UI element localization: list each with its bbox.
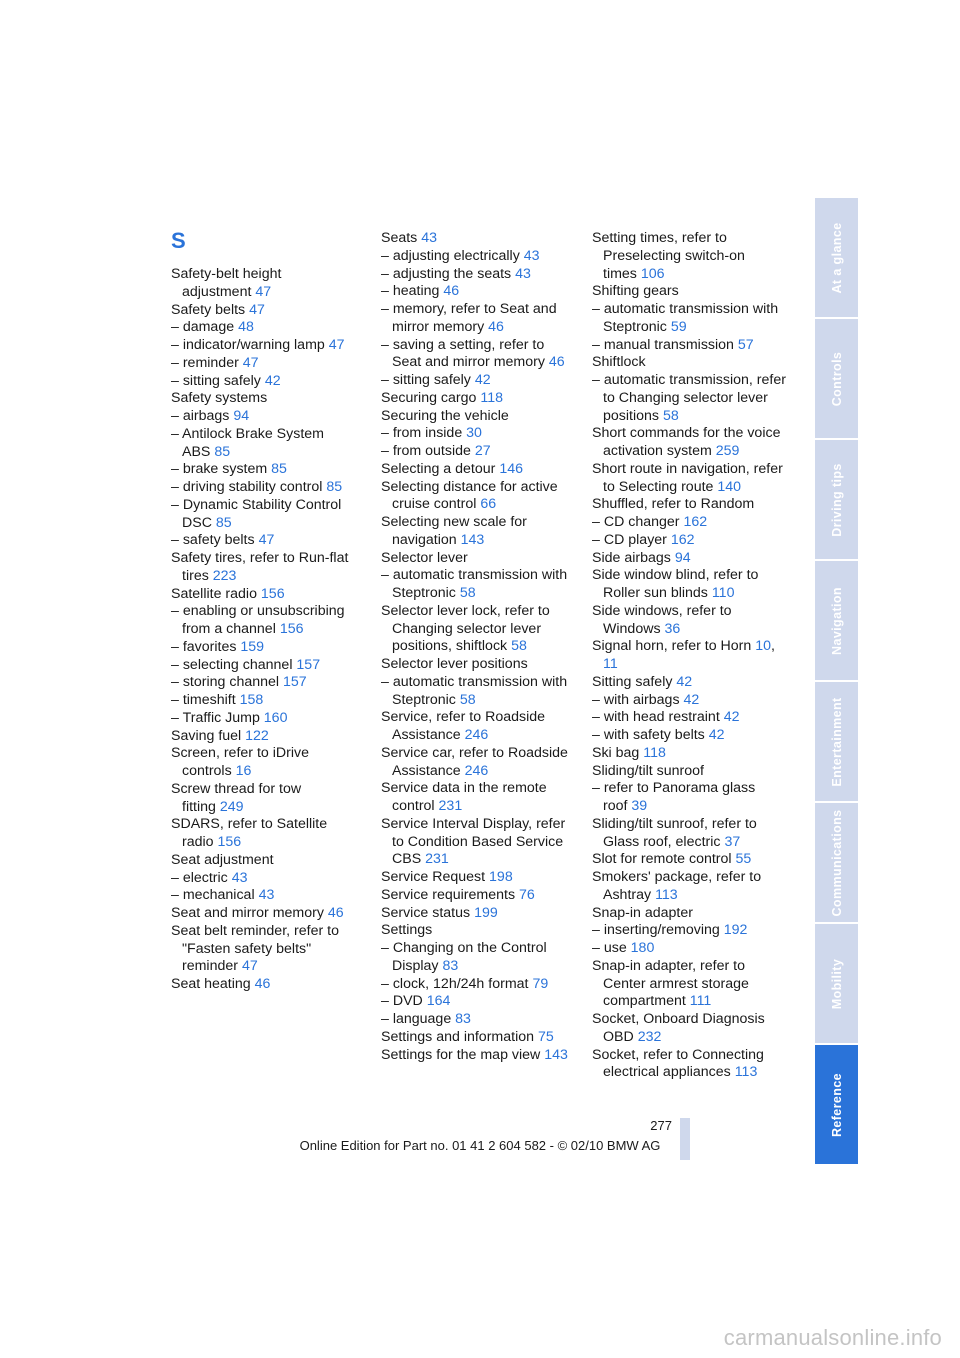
entry-term: – memory, refer to Seat and mirror memory [381, 301, 557, 335]
entry-term: Screw thread for tow fitting [171, 780, 302, 815]
entry-term: – adjusting electrically [381, 247, 520, 264]
page-reference-link[interactable]: 199 [474, 904, 498, 921]
entry-term: – automatic transmission with Steptronic [381, 567, 568, 601]
index-entry [381, 993, 576, 1011]
entry-term: – inserting/removing [592, 922, 720, 939]
index-entry [381, 869, 576, 887]
page-reference-link[interactable]: 159 [240, 638, 265, 655]
index-entry [592, 692, 787, 710]
index-entry [171, 426, 356, 462]
page-reference-link[interactable]: 42 [723, 709, 740, 726]
page-reference-link[interactable]: 47 [258, 532, 275, 549]
tab-label: Communications [829, 809, 844, 916]
page-reference-link[interactable]: 16 [235, 763, 252, 779]
index-entry [171, 852, 356, 870]
page-reference-link[interactable]: 46 [443, 283, 460, 300]
entry-term: SDARS, refer to Satellite radio [171, 816, 328, 850]
index-entry [171, 657, 356, 675]
tab-label: Mobility [829, 958, 844, 1009]
page-reference-link[interactable]: 75 [537, 1028, 554, 1045]
index-entry [171, 976, 356, 994]
index-entry [171, 923, 356, 976]
page-reference-link[interactable]: 122 [245, 727, 269, 744]
tab-label: Navigation [829, 586, 844, 655]
page-reference-link[interactable]: 10 [755, 638, 772, 655]
page-reference-link[interactable]: 47 [241, 958, 258, 975]
index-entry [381, 266, 576, 284]
entry-term: – DVD [381, 993, 423, 1010]
entry-term: – with safety belts [592, 727, 705, 743]
entry-term: Socket, refer to Connecting electrical appliances [592, 1046, 764, 1081]
index-entry [592, 603, 787, 639]
page-reference-link[interactable]: 113 [655, 886, 678, 903]
entry-term: – selecting channel [171, 656, 293, 673]
entry-term: Selector lever lock, refer to Changing selector lever positions, shiftlock [381, 602, 550, 655]
index-entry [592, 496, 787, 514]
index-entry [171, 266, 356, 302]
entry-term: – favorites [171, 638, 237, 655]
page-reference-link[interactable]: 223 [212, 567, 237, 584]
index-entry [381, 887, 576, 905]
page-reference-link[interactable]: 85 [326, 479, 343, 495]
entry-term: Selecting new scale for navigation [381, 514, 527, 548]
page-reference-link[interactable]: 46 [254, 976, 271, 992]
entry-term: – Traffic Jump [171, 709, 260, 726]
tab-label: Reference [829, 1072, 844, 1137]
index-entry [171, 905, 356, 923]
entry-term: Service car, refer to Roadside Assistance [381, 744, 568, 779]
page-reference-link[interactable]: 46 [327, 905, 344, 921]
page-reference-link[interactable]: 58 [459, 585, 476, 601]
entry-term: – Antilock Brake System ABS [171, 425, 324, 460]
page-reference-link[interactable]: 143 [544, 1046, 568, 1063]
index-entry [592, 905, 787, 923]
entry-term: – from outside [381, 443, 471, 459]
index-entry [171, 461, 356, 479]
page-reference-link[interactable]: 232 [637, 1028, 662, 1045]
entry-term: – airbags [171, 408, 230, 424]
page-reference-link[interactable]: 43 [523, 247, 540, 264]
page-number: 277 [650, 1118, 672, 1133]
index-entry [592, 1011, 787, 1047]
page-reference-link[interactable]: 110 [711, 585, 735, 601]
index-entry [171, 550, 356, 586]
entry-term: – adjusting the seats [381, 265, 512, 282]
index-entry [592, 461, 787, 497]
entry-term: Selecting distance for active cruise control [381, 478, 558, 513]
index-entry [592, 674, 787, 692]
page-reference-link[interactable]: 83 [442, 957, 459, 974]
entry-term: – timeshift [171, 692, 236, 708]
index-entry [381, 1047, 576, 1065]
page-reference-link[interactable]: 37 [724, 833, 741, 850]
page-reference-link[interactable]: 246 [464, 762, 489, 779]
page-reference-link[interactable]: 106 [640, 265, 665, 282]
index-entry [592, 337, 787, 355]
tab-label: Entertainment [829, 696, 844, 787]
page-reference-link[interactable]: 46 [488, 318, 504, 335]
page-reference-link[interactable]: 42 [474, 372, 491, 388]
index-entry [381, 745, 576, 781]
entry-term: Seats [381, 230, 418, 246]
index-entry [381, 390, 576, 408]
entry-term: Selector lever [381, 549, 468, 566]
entry-term: Seat belt reminder, refer to "Fasten safety belts" reminder [171, 922, 339, 975]
index-entry [381, 443, 576, 461]
index-entry [592, 1047, 787, 1083]
index-entry [381, 230, 576, 248]
index-entry: Signal horn, refer to Horn 10, 11 [592, 638, 775, 672]
index-entry [381, 283, 576, 301]
page-reference-link[interactable]: 85 [271, 461, 287, 478]
index-column-1 [171, 266, 356, 994]
page-reference-link[interactable]: 146 [499, 460, 523, 477]
entry-term: Safety-belt height adjustment [171, 266, 282, 300]
entry-term: – from inside [381, 425, 463, 442]
index-entry [381, 479, 576, 515]
page-reference-link[interactable]: 143 [460, 531, 485, 548]
page-reference-link[interactable]: 30 [466, 425, 482, 442]
entry-term: Safety belts [171, 301, 246, 318]
page-reference-link[interactable]: 43 [231, 869, 248, 886]
index-column-3 [592, 230, 787, 1082]
page-reference-link[interactable]: 42 [708, 727, 725, 743]
index-entry [592, 532, 787, 550]
entry-term: Shifting gears [592, 283, 679, 300]
index-entry [381, 408, 576, 426]
page-reference-link[interactable]: 43 [258, 887, 275, 904]
page-reference-link[interactable]: 46 [548, 354, 565, 371]
entry-term: – sitting safely [171, 372, 261, 389]
entry-term: Snap-in adapter, refer to Center armrest storage compartment [592, 957, 749, 1010]
index-entry [381, 905, 576, 923]
index-entry [381, 550, 576, 568]
entry-term: Saving fuel [171, 727, 242, 744]
entry-term: – Dynamic Stability Control DSC [171, 496, 342, 531]
tab-communications[interactable] [815, 803, 858, 922]
tab-label: Controls [829, 351, 844, 406]
footer-text: Online Edition for Part no. 01 41 2 604 582 - © 02/10 BMW AG [299, 1138, 661, 1153]
entry-term: Seat heating [171, 976, 251, 992]
page-reference-link[interactable]: 85 [215, 514, 232, 531]
index-entry [592, 745, 787, 763]
entry-term: Smokers' package, refer to Ashtray [592, 869, 762, 903]
entry-term: Securing cargo [381, 389, 477, 406]
index-entry [592, 567, 787, 603]
entry-term: – manual transmission [592, 336, 734, 353]
page-reference-link[interactable]: 48 [238, 319, 254, 336]
entry-term: Screen, refer to iDrive controls [171, 745, 309, 779]
index-entry [171, 674, 356, 692]
entry-term: – refer to Panorama glass roof [592, 780, 756, 814]
index-entry [171, 532, 356, 550]
index-entry [381, 656, 576, 674]
page-reference-link[interactable]: 39 [631, 798, 648, 814]
entry-term: – indicator/warning lamp [171, 337, 325, 353]
page-reference-link[interactable]: 58 [459, 691, 476, 708]
index-entry [171, 497, 356, 533]
index-entry [592, 283, 787, 301]
index-entry [592, 763, 787, 781]
entry-term: Seat adjustment [171, 851, 274, 868]
page-reference-link[interactable]: 43 [515, 265, 531, 282]
page-reference-link[interactable]: 156 [279, 621, 304, 637]
entry-term: Side window blind, refer to Roller sun blinds [592, 567, 759, 601]
entry-term: – damage [171, 319, 235, 336]
index-entry [592, 301, 787, 337]
index-entry [381, 674, 576, 710]
page-reference-link[interactable]: 58 [662, 407, 679, 424]
index-entry [592, 922, 787, 940]
entry-term: – enabling or unsubscribing from a channel [171, 603, 345, 637]
page-reference-link[interactable]: 180 [630, 940, 655, 956]
page-reference-link[interactable]: 231 [438, 798, 463, 814]
page-reference-link[interactable]: 259 [715, 443, 740, 459]
page-reference-link[interactable]: 192 [723, 922, 748, 939]
page-reference-link[interactable]: 42 [264, 372, 281, 389]
page-reference-link[interactable]: 83 [455, 1011, 471, 1027]
page-reference-link[interactable]: 57 [737, 336, 754, 353]
index-entry [171, 870, 356, 888]
entry-term: – with airbags [592, 691, 680, 708]
page-reference-link[interactable]: 47 [255, 283, 272, 300]
page-reference-link[interactable]: 36 [664, 620, 681, 637]
watermark: carmanualsonline.info [723, 1325, 942, 1350]
entry-term: Seat and mirror memory [171, 905, 324, 921]
page-reference-link[interactable]: 118 [643, 744, 666, 761]
entry-term: Shuffled, refer to Random [592, 496, 755, 513]
entry-term: – storing channel [171, 674, 280, 691]
tab-at-a-glance[interactable] [815, 198, 858, 317]
index-entry [592, 514, 787, 532]
index-entry [381, 603, 576, 656]
index-entry [592, 940, 787, 958]
page-reference-link[interactable]: 42 [683, 691, 700, 708]
entry-term: Sitting safely [592, 673, 673, 690]
entry-term: – CD player [592, 531, 667, 548]
index-entry [592, 230, 787, 283]
tab-controls[interactable] [815, 319, 858, 438]
entry-term: Service requirements [381, 886, 516, 903]
index-entry [171, 710, 356, 728]
page-reference-link[interactable]: 11 [603, 656, 618, 672]
index-entry [171, 408, 356, 426]
page-reference-link[interactable]: 58 [511, 638, 527, 655]
entry-term: Service data in the remote control [381, 780, 547, 814]
index-entry [592, 869, 787, 905]
entry-term: Settings and information [381, 1028, 535, 1045]
index-entry [381, 780, 576, 816]
page-reference-link[interactable]: 164 [426, 993, 451, 1010]
entry-term: Settings for the map view [381, 1046, 541, 1063]
page-reference-link[interactable]: 162 [683, 514, 708, 530]
index-entry [171, 745, 356, 781]
page-reference-link[interactable]: 140 [717, 478, 742, 495]
page-reference-link[interactable]: 85 [214, 443, 231, 460]
entry-term: Settings [381, 922, 433, 939]
index-entry [171, 302, 356, 320]
page-reference-link[interactable]: 27 [474, 443, 491, 459]
page-reference-link[interactable]: 59 [670, 318, 687, 335]
index-entry [171, 887, 356, 905]
tab-navigation[interactable] [815, 561, 858, 680]
entry-term: – reminder [171, 354, 239, 371]
page-reference-link[interactable]: 42 [676, 673, 693, 690]
entry-term: Service, refer to Roadside Assistance [381, 709, 546, 743]
page-reference-link[interactable]: 246 [464, 727, 489, 743]
index-entry [381, 976, 576, 994]
index-entry [381, 372, 576, 390]
index-entry [381, 461, 576, 479]
entry-term: – brake system [171, 461, 268, 478]
entry-term: – safety belts [171, 532, 255, 549]
page-reference-link[interactable]: 113 [734, 1064, 758, 1081]
entry-term: Safety systems [171, 390, 268, 407]
index-entry [171, 390, 356, 408]
index-entry [171, 319, 356, 337]
page-reference-link[interactable]: 160 [263, 709, 288, 726]
entry-term: Securing the vehicle [381, 407, 509, 424]
page-reference-link[interactable]: 79 [532, 975, 549, 992]
index-entry [592, 851, 787, 869]
section-letter: S [171, 228, 186, 253]
page-reference-link[interactable]: 231 [425, 851, 449, 868]
entry-term: Sliding/tilt sunroof, refer to Glass roof, electric [592, 815, 757, 850]
entry-term: Sliding/tilt sunroof [592, 762, 704, 779]
entry-term: – clock, 12h/24h format [381, 975, 529, 992]
index-entry [381, 816, 576, 869]
entry-term: Shiftlock [592, 354, 646, 371]
index-entry [171, 781, 356, 817]
entry-term: – saving a setting, refer to Seat and mirror memory [381, 336, 545, 371]
index-entry [381, 425, 576, 443]
entry-term: Selector lever positions [381, 656, 528, 672]
index-entry [171, 479, 356, 497]
index-entry [592, 958, 787, 1011]
tab-label: At a glance [829, 221, 844, 294]
page-reference-link[interactable]: 43 [421, 230, 438, 246]
entry-term: Signal horn, refer to Horn [592, 638, 752, 655]
index-entry [381, 1029, 576, 1047]
tab-mobility[interactable] [815, 924, 858, 1043]
index-entry [381, 514, 576, 550]
entry-term: – automatic transmission with Steptronic [592, 301, 779, 335]
page-reference-link[interactable]: 157 [296, 656, 321, 673]
index-column-2 [381, 230, 576, 1064]
tab-driving-tips[interactable] [815, 440, 858, 559]
entry-term: Selecting a detour [381, 460, 496, 477]
page-reference-link[interactable]: 118 [480, 389, 504, 406]
page-reference-link[interactable]: 76 [519, 886, 535, 903]
index-entry [381, 922, 576, 940]
page-reference-link[interactable]: 162 [670, 531, 695, 548]
index-entry [592, 816, 787, 852]
index-entry [171, 728, 356, 746]
index-entry [381, 248, 576, 266]
entry-term: Short route in navigation, refer to Selecting route [592, 460, 783, 495]
entry-term: Snap-in adapter [592, 904, 693, 921]
entry-term: Satellite radio [171, 585, 257, 602]
entry-term: Socket, Onboard Diagnosis OBD [592, 1011, 765, 1045]
index-entry [381, 1011, 576, 1029]
page-reference-link[interactable]: 94 [233, 408, 250, 424]
index-entry [171, 586, 356, 604]
page-reference-link[interactable]: 198 [489, 869, 513, 885]
page-reference-link[interactable]: 249 [219, 798, 244, 815]
tab-label: Driving tips [829, 462, 844, 537]
index-entry [171, 337, 356, 355]
index-entry [381, 337, 576, 373]
index-entry [171, 373, 356, 391]
entry-term: Slot for remote control [592, 851, 732, 868]
index-entry [171, 603, 356, 639]
page-reference-link[interactable]: 156 [260, 585, 285, 602]
entry-term: – electric [171, 869, 228, 886]
entry-term: Setting times, refer to Preselecting switch-on times [592, 230, 745, 282]
entry-term: – Changing on the Control Display [381, 940, 547, 974]
page-reference-link[interactable]: 157 [283, 674, 307, 691]
section-tabs [815, 198, 858, 1166]
entry-term: – driving stability control [171, 479, 323, 495]
entry-term: Service Interval Display, refer to Condition Based Service CBS [381, 815, 566, 868]
tab-entertainment[interactable] [815, 682, 858, 801]
index-entry [592, 727, 787, 745]
index-entry [381, 301, 576, 337]
page-reference-link[interactable]: 55 [735, 851, 752, 868]
index-entry [381, 709, 576, 745]
entry-term: – automatic transmission with Steptronic [381, 673, 568, 708]
page-reference-link[interactable]: 158 [239, 692, 264, 708]
index-entry [592, 354, 787, 372]
entry-term: – automatic transmission, refer to Changing selector lever positions [592, 372, 786, 424]
index-entry [381, 940, 576, 976]
page-reference-link[interactable]: 47 [328, 337, 345, 353]
entry-term: – CD changer [592, 514, 680, 530]
index-entry [592, 550, 787, 568]
entry-term: – use [592, 940, 627, 956]
entry-term: – mechanical [171, 887, 255, 904]
index-entry [592, 425, 787, 461]
entry-term: – sitting safely [381, 372, 471, 388]
index-entry [171, 692, 356, 710]
index-entry [592, 780, 787, 816]
entry-term: Side airbags [592, 549, 671, 566]
entry-term: Short commands for the voice activation system [592, 425, 781, 459]
page-reference-link[interactable]: 111 [689, 993, 712, 1010]
entry-term: Safety tires, refer to Run-flat tires [171, 550, 349, 584]
index-entry [592, 372, 787, 425]
entry-term: Side windows, refer to Windows [592, 602, 732, 637]
entry-term: Service Request [381, 869, 486, 885]
index-entry [381, 567, 576, 603]
entry-term: – language [381, 1011, 452, 1027]
index-entry [592, 709, 787, 727]
index-entry [171, 355, 356, 373]
entry-term: Ski bag [592, 744, 640, 761]
page-reference-link[interactable]: 94 [674, 549, 691, 566]
page-reference-link[interactable]: 156 [217, 834, 242, 850]
page-reference-link[interactable]: 66 [480, 496, 497, 513]
index-entry [171, 639, 356, 657]
entry-term: – with head restraint [592, 709, 720, 726]
page-reference-link[interactable]: 47 [242, 354, 259, 371]
entry-term: Service status [381, 904, 471, 921]
entry-term: – heating [381, 283, 440, 300]
index-entry [171, 816, 356, 852]
page-reference-link[interactable]: 47 [249, 301, 265, 318]
